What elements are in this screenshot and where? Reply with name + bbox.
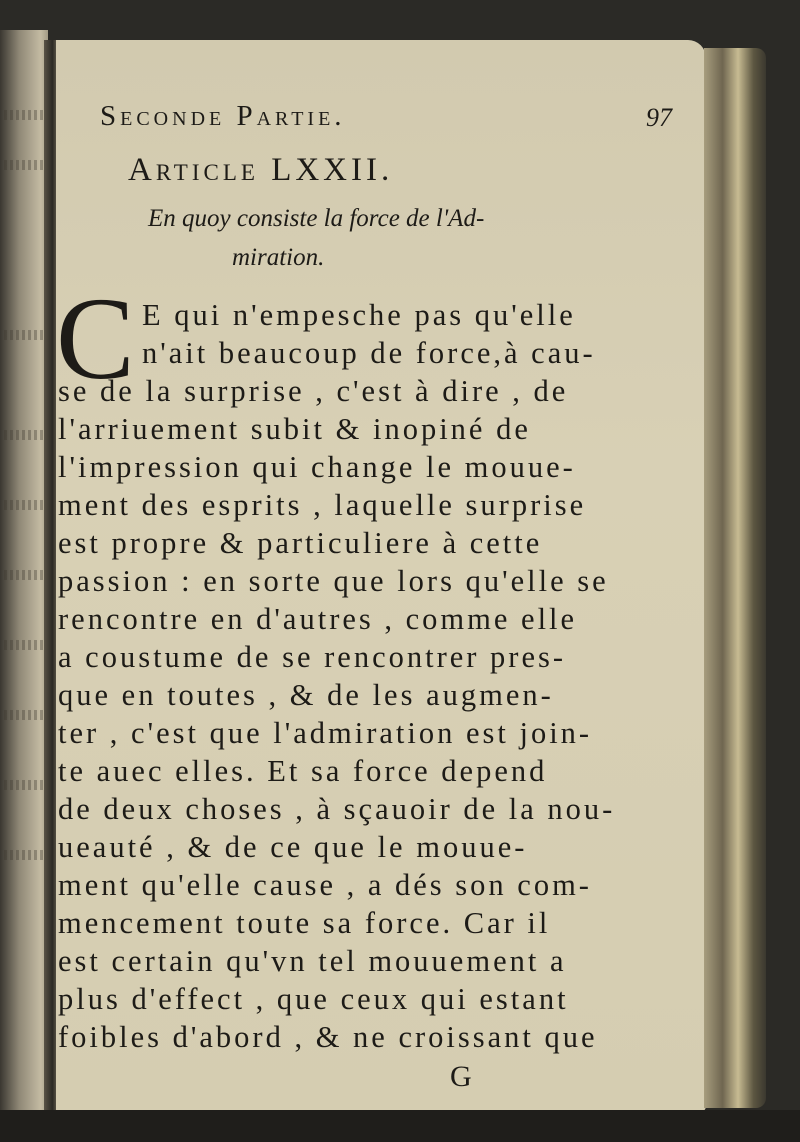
facing-page-text-fragment <box>4 430 44 440</box>
text-line: mencement toute sa force. Car il <box>58 906 551 940</box>
text-line: E qui n'empesche pas qu'elle <box>142 298 576 332</box>
running-head: Seconde Partie. <box>100 100 346 132</box>
facing-page-text-fragment <box>4 640 44 650</box>
text-line: que en toutes , & de les augmen- <box>58 678 554 712</box>
signature-mark: G <box>450 1060 472 1093</box>
facing-page-text-fragment <box>4 500 44 510</box>
text-line: est certain qu'vn tel mouuement a <box>58 944 567 978</box>
text-line: plus d'effect , que ceux qui estant <box>58 982 569 1016</box>
page-number: 97 <box>646 103 672 132</box>
text-line: foibles d'abord , & ne croissant que <box>58 1020 598 1054</box>
text-line: ueauté , & de ce que le mouue- <box>58 830 528 864</box>
text-line: l'impression qui change le mouue- <box>58 450 576 484</box>
text-line: se de la surprise , c'est à dire , de <box>58 374 569 408</box>
facing-page-text-fragment <box>4 780 44 790</box>
facing-page-text-fragment <box>4 330 44 340</box>
text-line: te auec elles. Et sa force depend <box>58 754 548 788</box>
text-line: est propre & particuliere à cette <box>58 526 543 560</box>
text-line: rencontre en d'autres , comme elle <box>58 602 578 636</box>
text-line: ment des esprits , laquelle surprise <box>58 488 587 522</box>
facing-page-edge <box>0 30 48 1120</box>
page-block-edge <box>704 48 766 1108</box>
text-line: passion : en sorte que lors qu'elle se <box>58 564 609 598</box>
text-line: ter , c'est que l'admiration est join- <box>58 716 593 750</box>
article-subtitle-line-1: En quoy consiste la force de l'Ad- <box>148 205 485 232</box>
facing-page-text-fragment <box>4 570 44 580</box>
facing-page-text-fragment <box>4 110 44 120</box>
article-title: Article LXXII. <box>128 152 394 188</box>
facing-page-text-fragment <box>4 710 44 720</box>
article-subtitle-line-2: miration. <box>232 244 325 271</box>
facing-page-text-fragment <box>4 850 44 860</box>
text-line: ment qu'elle cause , a dés son com- <box>58 868 592 902</box>
drop-cap-initial: C <box>56 273 135 404</box>
text-line: n'ait beaucoup de force,à cau- <box>142 336 596 370</box>
text-line: l'arriuement subit & inopiné de <box>58 412 531 446</box>
text-line: a coustume de se rencontrer pres- <box>58 640 567 674</box>
text-line: de deux choses , à sçauoir de la nou- <box>58 792 616 826</box>
facing-page-text-fragment <box>4 160 44 170</box>
scan-bottom-border <box>0 1110 800 1142</box>
